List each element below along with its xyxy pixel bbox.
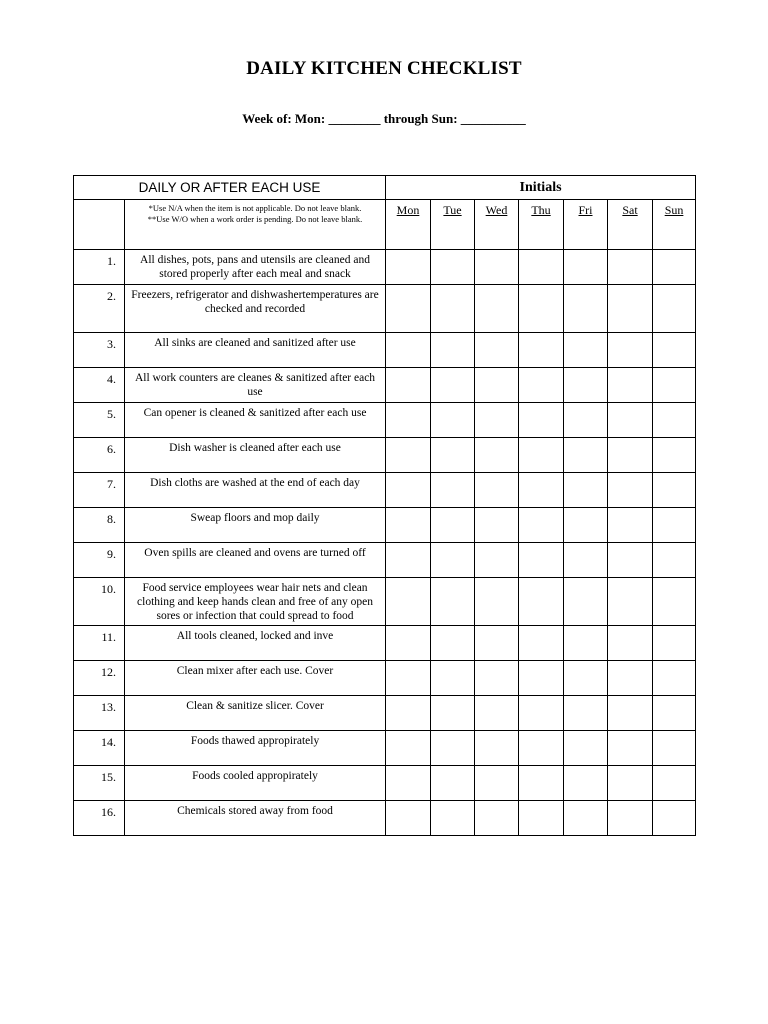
- task-description: Can opener is cleaned & sanitized after each use: [125, 403, 386, 438]
- initials-cell-wed[interactable]: [475, 543, 519, 578]
- day-header-tue: Tue: [431, 200, 475, 250]
- day-header-mon: Mon: [386, 200, 431, 250]
- initials-cell-wed[interactable]: [475, 626, 519, 661]
- table-row: [74, 626, 696, 661]
- initials-cell-mon[interactable]: [386, 333, 431, 368]
- initials-cell-wed[interactable]: [475, 801, 519, 836]
- row-number: 5.: [74, 403, 125, 438]
- initials-cell-mon[interactable]: [386, 285, 431, 333]
- table-row: [74, 801, 696, 836]
- initials-cell-thu[interactable]: [519, 543, 564, 578]
- task-description: Sweap floors and mop daily: [125, 508, 386, 543]
- row-number: 13.: [74, 696, 125, 731]
- initials-cell-thu[interactable]: [519, 578, 564, 626]
- initials-cell-thu[interactable]: [519, 250, 564, 285]
- day-header-thu: Thu: [519, 200, 564, 250]
- initials-cell-thu[interactable]: [519, 285, 564, 333]
- initials-cell-sat[interactable]: [608, 801, 653, 836]
- week-of-line: Week of: Mon: ________ through Sun: __________: [242, 111, 526, 126]
- initials-cell-fri[interactable]: [564, 578, 608, 626]
- initials-cell-sat[interactable]: [608, 543, 653, 578]
- initials-cell-fri[interactable]: [564, 473, 608, 508]
- initials-cell-wed[interactable]: [475, 578, 519, 626]
- initials-cell-sat[interactable]: [608, 766, 653, 801]
- initials-cell-wed[interactable]: [475, 661, 519, 696]
- initials-cell-sun[interactable]: [653, 696, 696, 731]
- initials-cell-sun[interactable]: [653, 333, 696, 368]
- initials-cell-wed[interactable]: [475, 696, 519, 731]
- initials-cell-thu[interactable]: [519, 333, 564, 368]
- initials-cell-mon[interactable]: [386, 766, 431, 801]
- initials-header: Initials: [386, 176, 696, 200]
- initials-cell-tue[interactable]: [431, 626, 475, 661]
- task-description: Clean mixer after each use. Cover: [125, 661, 386, 696]
- initials-cell-mon[interactable]: [386, 473, 431, 508]
- initials-cell-fri[interactable]: [564, 285, 608, 333]
- row-number: 10.: [74, 578, 125, 626]
- initials-cell-fri[interactable]: [564, 731, 608, 766]
- daily-header: DAILY OR AFTER EACH USE: [74, 176, 386, 200]
- note-wo: **Use W/O when a work order is pending. Do not leave blank.: [147, 214, 363, 224]
- row-number: 14.: [74, 731, 125, 766]
- task-description: Foods thawed appropirately: [125, 731, 386, 766]
- initials-cell-fri[interactable]: [564, 368, 608, 403]
- table-row: [74, 578, 696, 626]
- initials-cell-sun[interactable]: [653, 285, 696, 333]
- row-number: 16.: [74, 801, 125, 836]
- day-header-fri: Fri: [564, 200, 608, 250]
- blank-cell: [74, 200, 125, 250]
- task-description: All sinks are cleaned and sanitized after use: [125, 333, 386, 368]
- task-description: Dish cloths are washed at the end of each day: [125, 473, 386, 508]
- initials-cell-wed[interactable]: [475, 473, 519, 508]
- table-row: [74, 333, 696, 368]
- initials-cell-thu[interactable]: [519, 766, 564, 801]
- initials-cell-fri[interactable]: [564, 250, 608, 285]
- initials-cell-sun[interactable]: [653, 543, 696, 578]
- row-number: 12.: [74, 661, 125, 696]
- initials-cell-sat[interactable]: [608, 578, 653, 626]
- initials-cell-tue[interactable]: [431, 731, 475, 766]
- initials-cell-fri[interactable]: [564, 333, 608, 368]
- initials-cell-sat[interactable]: [608, 333, 653, 368]
- initials-cell-mon[interactable]: [386, 801, 431, 836]
- initials-cell-sat[interactable]: [608, 696, 653, 731]
- initials-cell-sun[interactable]: [653, 661, 696, 696]
- row-number: 8.: [74, 508, 125, 543]
- initials-cell-wed[interactable]: [475, 333, 519, 368]
- initials-cell-thu[interactable]: [519, 508, 564, 543]
- table-row: [74, 508, 696, 543]
- task-description: Oven spills are cleaned and ovens are turned off: [125, 543, 386, 578]
- initials-cell-wed[interactable]: [475, 438, 519, 473]
- initials-cell-sat[interactable]: [608, 626, 653, 661]
- task-description: Dish washer is cleaned after each use: [125, 438, 386, 473]
- initials-cell-mon[interactable]: [386, 661, 431, 696]
- initials-cell-wed[interactable]: [475, 250, 519, 285]
- initials-cell-fri[interactable]: [564, 543, 608, 578]
- table-row: [74, 696, 696, 731]
- task-description: All work counters are cleanes & sanitized after each use: [125, 368, 386, 403]
- initials-cell-sat[interactable]: [608, 731, 653, 766]
- initials-cell-tue[interactable]: [431, 543, 475, 578]
- task-description: Food service employees wear hair nets and clean clothing and keep hands clean and free of any open sores or infection that could spread to food: [125, 578, 386, 626]
- initials-cell-mon[interactable]: [386, 368, 431, 403]
- initials-cell-mon[interactable]: [386, 508, 431, 543]
- initials-cell-sat[interactable]: [608, 438, 653, 473]
- row-number: 2.: [74, 285, 125, 333]
- row-number: 11.: [74, 626, 125, 661]
- initials-cell-tue[interactable]: [431, 473, 475, 508]
- initials-cell-tue[interactable]: [431, 438, 475, 473]
- initials-cell-sat[interactable]: [608, 508, 653, 543]
- initials-cell-thu[interactable]: [519, 438, 564, 473]
- table-row: [74, 403, 696, 438]
- initials-cell-thu[interactable]: [519, 403, 564, 438]
- initials-cell-mon[interactable]: [386, 403, 431, 438]
- initials-cell-mon[interactable]: [386, 626, 431, 661]
- task-description: Clean & sanitize slicer. Cover: [125, 696, 386, 731]
- initials-cell-sun[interactable]: [653, 731, 696, 766]
- initials-cell-tue[interactable]: [431, 403, 475, 438]
- table-row: [74, 285, 696, 333]
- initials-cell-thu[interactable]: [519, 731, 564, 766]
- initials-cell-mon[interactable]: [386, 696, 431, 731]
- initials-cell-tue[interactable]: [431, 333, 475, 368]
- initials-cell-tue[interactable]: [431, 578, 475, 626]
- initials-cell-tue[interactable]: [431, 250, 475, 285]
- table-row: [74, 661, 696, 696]
- initials-cell-sat[interactable]: [608, 250, 653, 285]
- initials-cell-thu[interactable]: [519, 368, 564, 403]
- row-number: 7.: [74, 473, 125, 508]
- row-number: 3.: [74, 333, 125, 368]
- task-description: Chemicals stored away from food: [125, 801, 386, 836]
- initials-cell-sun[interactable]: [653, 626, 696, 661]
- initials-cell-sun[interactable]: [653, 438, 696, 473]
- initials-cell-wed[interactable]: [475, 766, 519, 801]
- initials-cell-fri[interactable]: [564, 508, 608, 543]
- initials-cell-mon[interactable]: [386, 578, 431, 626]
- initials-cell-fri[interactable]: [564, 801, 608, 836]
- table-row: [74, 250, 696, 285]
- initials-cell-wed[interactable]: [475, 403, 519, 438]
- row-number: 6.: [74, 438, 125, 473]
- table-row: [74, 543, 696, 578]
- row-number: 15.: [74, 766, 125, 801]
- initials-cell-thu[interactable]: [519, 801, 564, 836]
- table-row: [74, 368, 696, 403]
- day-header-sat: Sat: [608, 200, 653, 250]
- initials-cell-fri[interactable]: [564, 766, 608, 801]
- header-row: [74, 176, 696, 200]
- initials-cell-sun[interactable]: [653, 403, 696, 438]
- initials-cell-tue[interactable]: [431, 696, 475, 731]
- row-number: 4.: [74, 368, 125, 403]
- initials-cell-tue[interactable]: [431, 368, 475, 403]
- table-row: [74, 766, 696, 801]
- initials-cell-tue[interactable]: [431, 801, 475, 836]
- day-header-wed: Wed: [475, 200, 519, 250]
- initials-cell-fri[interactable]: [564, 438, 608, 473]
- initials-cell-fri[interactable]: [564, 403, 608, 438]
- initials-cell-mon[interactable]: [386, 543, 431, 578]
- initials-cell-sat[interactable]: [608, 285, 653, 333]
- initials-cell-wed[interactable]: [475, 508, 519, 543]
- initials-cell-mon[interactable]: [386, 731, 431, 766]
- checklist-table: [73, 175, 696, 836]
- initials-cell-tue[interactable]: [431, 285, 475, 333]
- initials-cell-sun[interactable]: [653, 766, 696, 801]
- table-row: [74, 731, 696, 766]
- initials-cell-thu[interactable]: [519, 661, 564, 696]
- initials-cell-tue[interactable]: [431, 508, 475, 543]
- initials-cell-tue[interactable]: [431, 661, 475, 696]
- initials-cell-thu[interactable]: [519, 626, 564, 661]
- day-header-sun: Sun: [653, 200, 696, 250]
- task-description: All dishes, pots, pans and utensils are cleaned and stored properly after each meal and snack: [125, 250, 386, 285]
- initials-cell-sat[interactable]: [608, 473, 653, 508]
- initials-cell-sun[interactable]: [653, 250, 696, 285]
- initials-cell-tue[interactable]: [431, 766, 475, 801]
- initials-cell-sun[interactable]: [653, 801, 696, 836]
- initials-cell-sun[interactable]: [653, 578, 696, 626]
- initials-cell-thu[interactable]: [519, 696, 564, 731]
- initials-cell-fri[interactable]: [564, 696, 608, 731]
- note-na: *Use N/A when the item is not applicable. Do not leave blank.: [148, 203, 362, 213]
- initials-cell-wed[interactable]: [475, 731, 519, 766]
- initials-cell-fri[interactable]: [564, 661, 608, 696]
- row-number: 9.: [74, 543, 125, 578]
- days-row: [74, 200, 696, 250]
- initials-cell-fri[interactable]: [564, 626, 608, 661]
- initials-cell-wed[interactable]: [475, 368, 519, 403]
- instructions-cell: [125, 200, 386, 250]
- table-row: [74, 438, 696, 473]
- initials-cell-mon[interactable]: [386, 250, 431, 285]
- row-number: 1.: [74, 250, 125, 285]
- initials-cell-sat[interactable]: [608, 368, 653, 403]
- initials-cell-sun[interactable]: [653, 473, 696, 508]
- initials-cell-sun[interactable]: [653, 368, 696, 403]
- table-row: [74, 473, 696, 508]
- initials-cell-sun[interactable]: [653, 508, 696, 543]
- initials-cell-sat[interactable]: [608, 661, 653, 696]
- initials-cell-sat[interactable]: [608, 403, 653, 438]
- task-description: Freezers, refrigerator and dishwashertemperatures are checked and recorded: [125, 285, 386, 333]
- task-description: All tools cleaned, locked and inve: [125, 626, 386, 661]
- page-title: DAILY KITCHEN CHECKLIST: [246, 58, 522, 79]
- initials-cell-wed[interactable]: [475, 285, 519, 333]
- task-description: Foods cooled appropirately: [125, 766, 386, 801]
- initials-cell-mon[interactable]: [386, 438, 431, 473]
- initials-cell-thu[interactable]: [519, 473, 564, 508]
